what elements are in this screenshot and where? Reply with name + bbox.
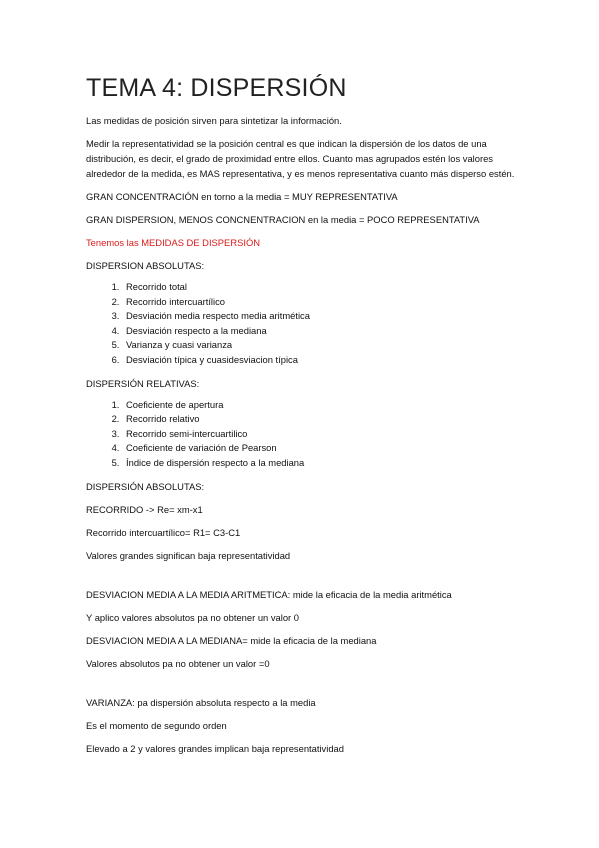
recorrido-formula: RECORRIDO -> Re= xm-x1 — [86, 503, 203, 515]
valores-absolutos-text: Valores absolutos pa no obtener un valor =0 — [86, 657, 270, 669]
desviacion-media-text: DESVIACION MEDIA A LA MEDIA ARITMETICA: mide la eficacia de la media aritmética — [86, 588, 452, 600]
valores-grandes-text: Valores grandes significan baja representatividad — [86, 549, 291, 561]
relativas-list — [86, 398, 526, 471]
medidas-dispersion-heading: Tenemos las MEDIDAS DE DISPERSIÓN — [86, 237, 261, 248]
list-item: 4. Desviación respecto a la mediana — [122, 324, 526, 339]
list-item: 3. Desviación media respecto media aritmética — [122, 309, 526, 324]
momento-text: Es el momento de segundo orden — [86, 719, 227, 731]
gran-concentracion-text: GRAN CONCENTRACIÓN en torno a la media = MUY REPRESENTATIVA — [86, 191, 398, 202]
elevado-text: Elevado a 2 y valores grandes implican baja representatividad — [86, 742, 344, 754]
intercuartilico-formula: Recorrido intercuartílico= R1= C3-C1 — [86, 526, 241, 538]
page-title: TEMA 4: DISPERSIÓN — [86, 74, 347, 102]
list-item: 1. Recorrido total — [122, 280, 526, 295]
spacer — [86, 679, 526, 695]
absolutas-list — [86, 280, 526, 368]
list-item: 2. Recorrido relativo — [122, 412, 526, 427]
varianza-text: VARIANZA: pa dispersión absoluta respecto a la media — [86, 696, 316, 708]
list-item: 5. Índice de dispersión respecto a la mediana — [122, 456, 526, 471]
paragraph-representatividad: Medir la representatividad se la posición central es que indican la dispersión de los datos de una distribución, es decir, el grado de proximidad entre ellos. Cuanto mas agrupados estén los valores alrededor de la medida, es MAS representativa, y es menos representativa cuanto más disperso estén. — [86, 138, 515, 179]
list-item: 1. Coeficiente de apertura — [122, 398, 526, 413]
intro-text: Las medidas de posición sirven para sintetizar la información. — [86, 115, 342, 126]
list-item: 4. Coeficiente de variación de Pearson — [122, 441, 526, 456]
aplico-text: Y aplico valores absolutos pa no obtener un valor 0 — [86, 611, 299, 623]
document-page — [86, 74, 526, 764]
spacer — [86, 571, 526, 587]
absolutas-heading-2: DISPERSIÓN ABSOLUTAS: — [86, 480, 205, 492]
gran-dispersion-text: GRAN DISPERSION, MENOS CONCNENTRACION en la media = POCO REPRESENTATIVA — [86, 214, 480, 225]
list-item: 2. Recorrido intercuartílico — [122, 295, 526, 310]
desviacion-mediana-text: DESVIACION MEDIA A LA MEDIANA= mide la eficacia de la mediana — [86, 634, 377, 646]
relativas-heading: DISPERSIÓN RELATIVAS: — [86, 377, 200, 389]
list-item: 5. Varianza y cuasi varianza — [122, 338, 526, 353]
list-item: 3. Recorrido semi-intercuartilico — [122, 427, 526, 442]
list-item: 6. Desviación típica y cuasidesviacion típica — [122, 353, 526, 368]
absolutas-heading: DISPERSION ABSOLUTAS: — [86, 260, 205, 271]
